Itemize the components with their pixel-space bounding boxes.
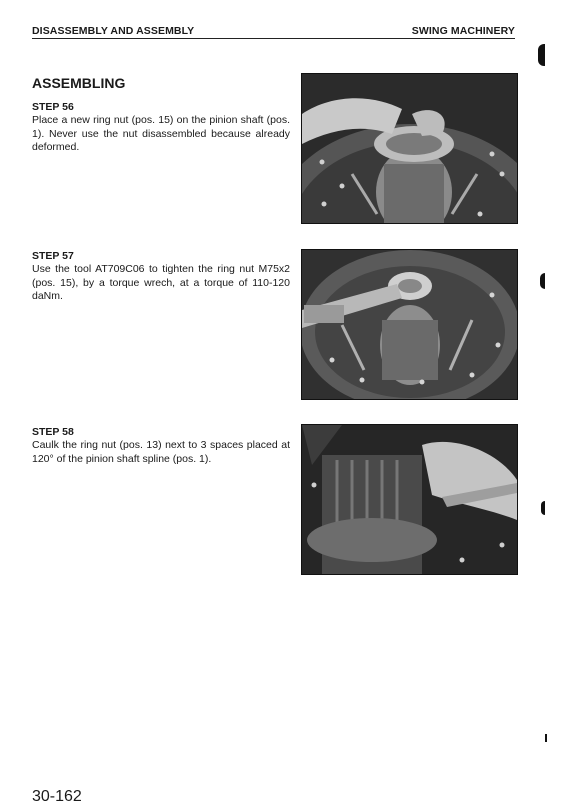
- step-58: [32, 426, 290, 466]
- step-text: Place a new ring nut (pos. 15) on the pinion shaft (pos. 1). Never use the nut disassembled because already deformed.: [32, 114, 290, 153]
- step-text: Caulk the ring nut (pos. 13) next to 3 spaces placed at 120° of the pinion shaft spline (pos. 1).: [32, 439, 290, 465]
- step-56: [32, 101, 290, 154]
- margin-mark: [541, 501, 545, 515]
- step-text: Use the tool AT709C06 to tighten the ring nut M75x2 (pos. 15), by a torque wrech, at a torque of 110-120 daNm.: [32, 263, 290, 302]
- header-rule: [32, 38, 515, 39]
- margin-mark: [538, 44, 545, 66]
- step-label: STEP 58: [32, 426, 74, 438]
- header-section-right: SWING MACHINERY: [411, 25, 515, 37]
- header-section-left: DISASSEMBLY AND ASSEMBLY: [32, 25, 195, 37]
- margin-mark: [540, 273, 545, 289]
- section-title: ASSEMBLING: [32, 75, 126, 91]
- step-58-photo: [301, 424, 518, 575]
- step-label: STEP 57: [32, 250, 74, 262]
- step-57-photo: [301, 249, 518, 400]
- step-57: [32, 250, 290, 303]
- page-number: 30-162: [32, 788, 82, 805]
- step-56-photo: [301, 73, 518, 224]
- step-label: STEP 56: [32, 101, 74, 113]
- margin-mark: [545, 734, 547, 742]
